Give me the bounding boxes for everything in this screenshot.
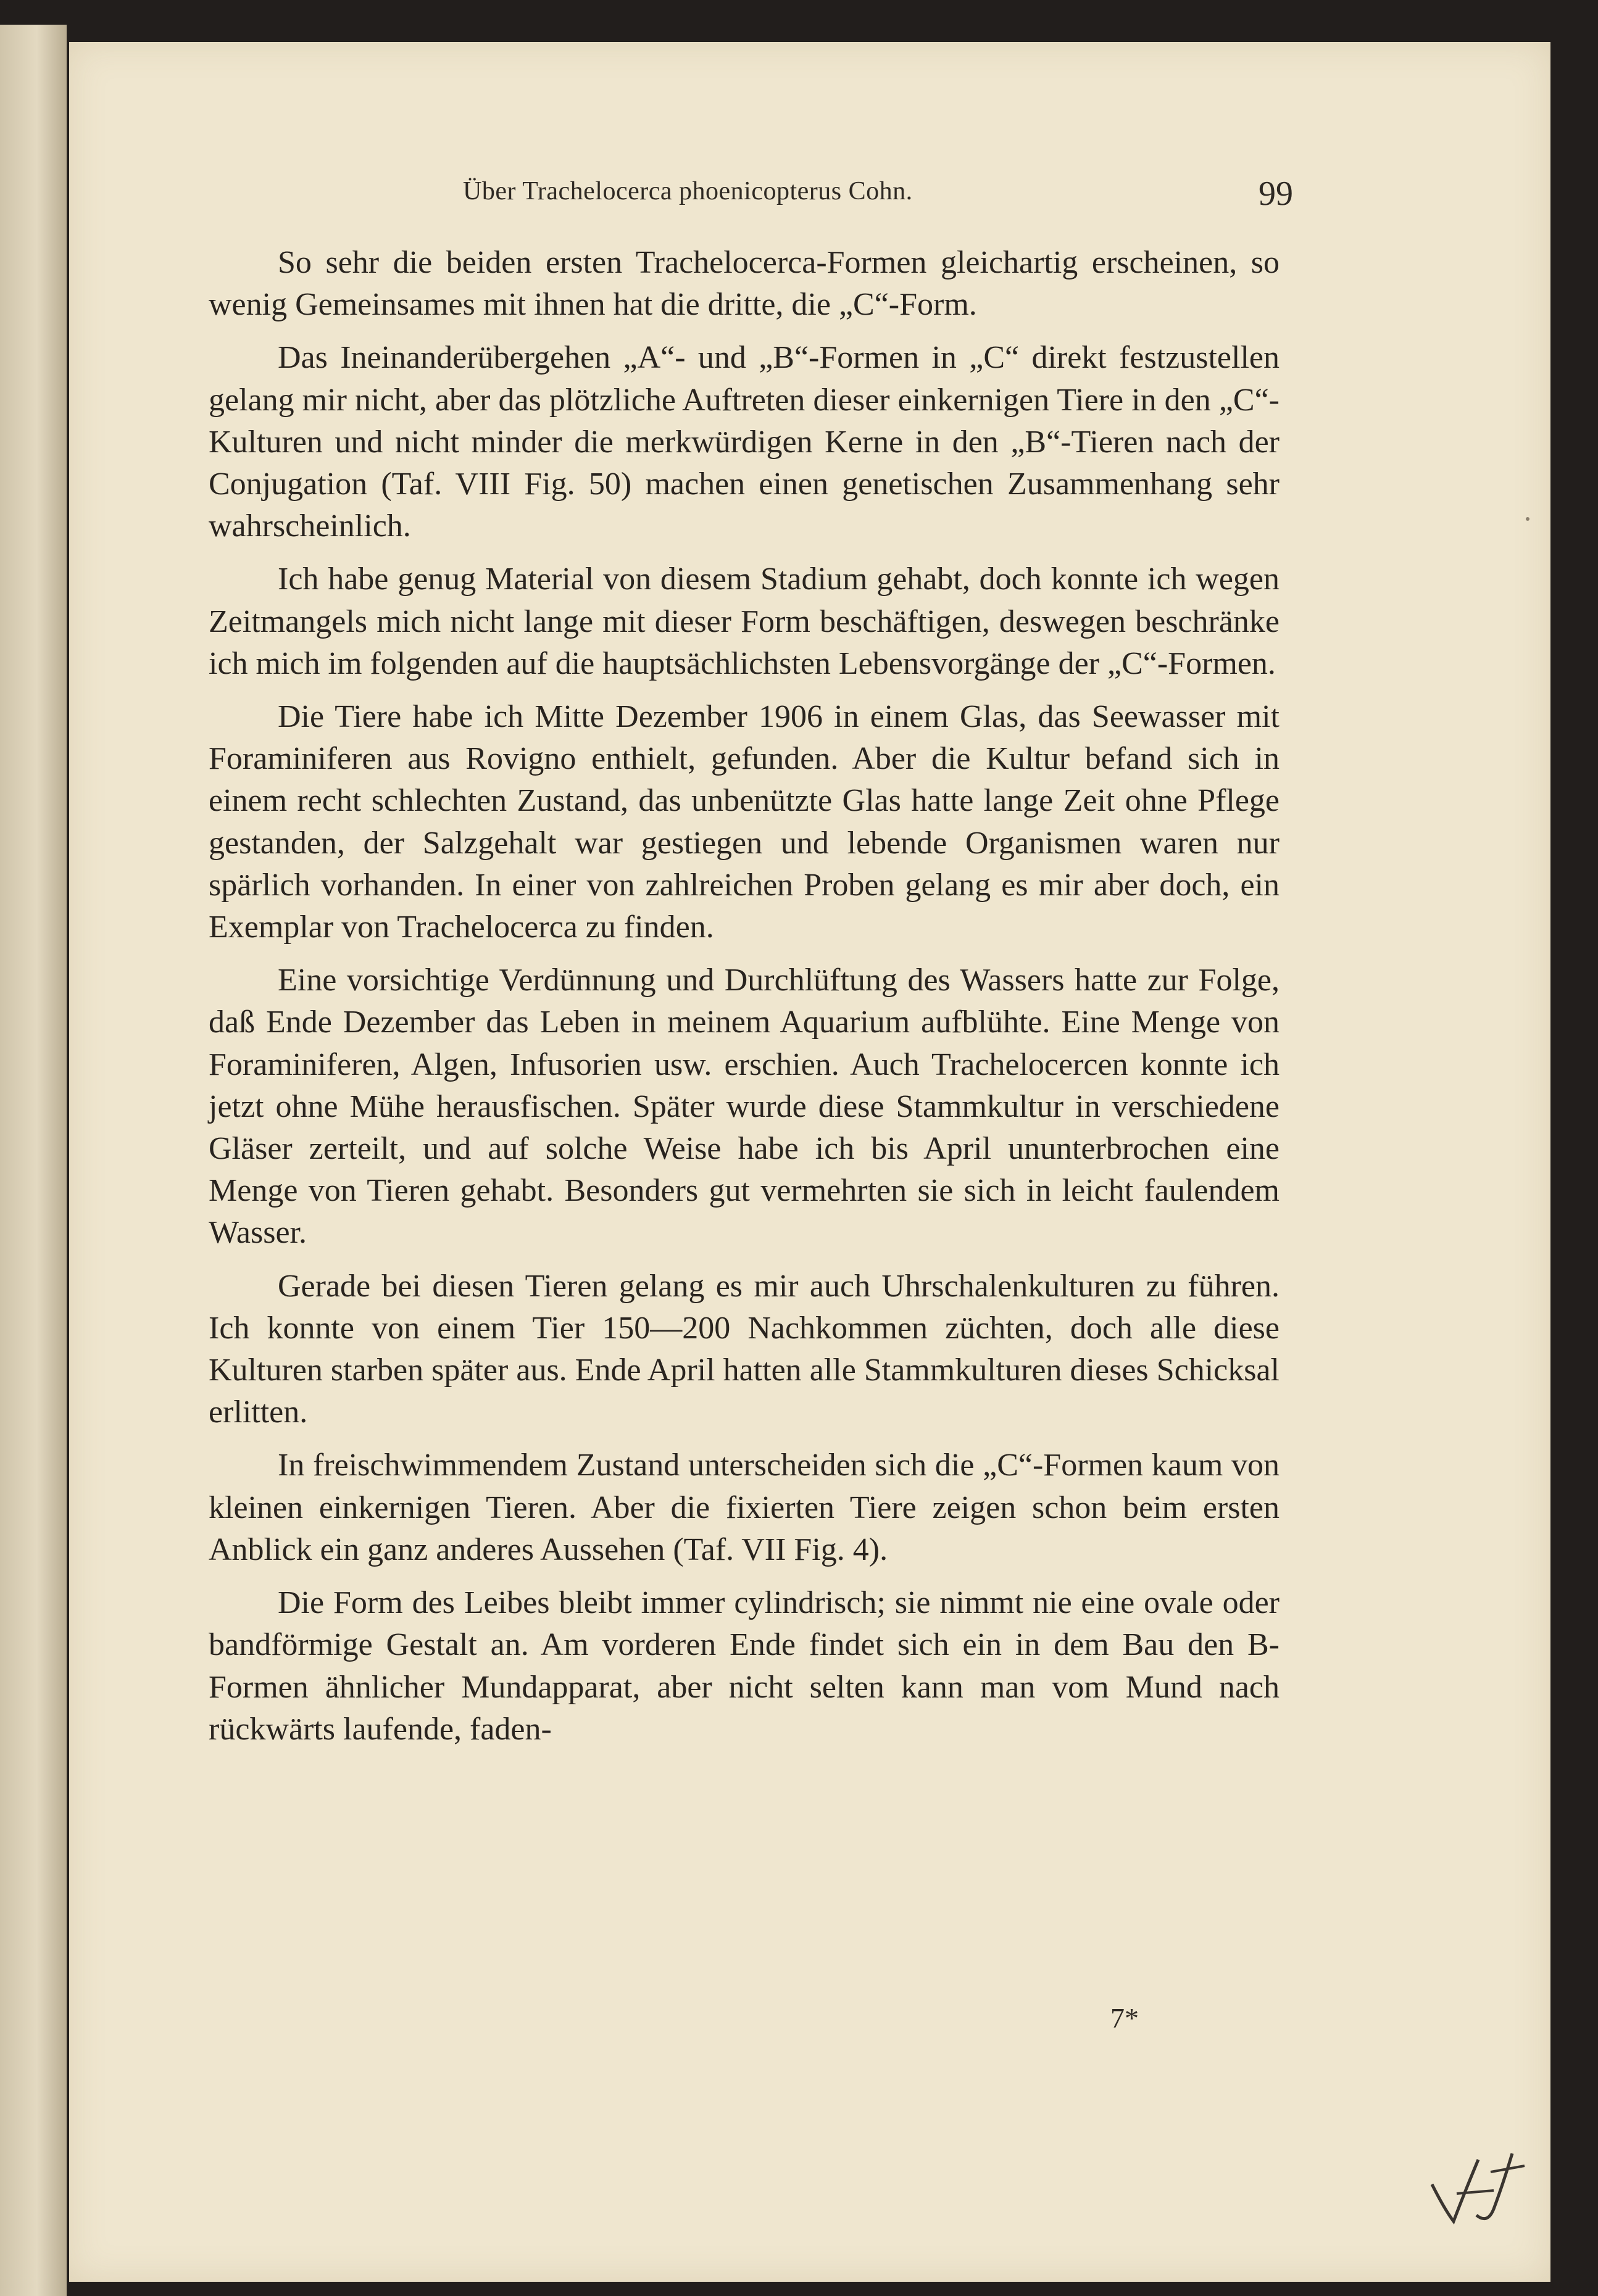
page-number: 99	[1259, 175, 1293, 213]
paragraph: So sehr die beiden ersten Trachelocerca-Formen gleichartig erscheinen, so wenig Gemeinsames mit ihnen hat die dritte, die „C“-Form.	[209, 245, 1280, 323]
handwritten-initials-mark	[1420, 2147, 1531, 2228]
running-header	[463, 175, 1293, 213]
body-text	[209, 242, 1280, 1762]
paragraph: Das Ineinanderübergehen „A“- und „B“-Formen in „C“ direkt festzustellen gelang mir nicht, aber das plötzliche Auftreten dieser einkernigen Tiere in den „C“-Kulturen und nicht minder die merkwürdigen Kerne in den „B“-Tieren nach der Conjugation (Taf. VIII Fig. 50) machen einen genetischen Zusammenhang sehr wahrscheinlich.	[209, 340, 1280, 544]
paper-speck	[1526, 517, 1529, 521]
paragraph: In freischwimmendem Zustand unterscheiden sich die „C“-Formen kaum von kleinen einkernigen Tieren. Aber die fixierten Tiere zeigen schon beim ersten Anblick ein ganz anderes Aussehen (Taf. VII Fig. 4).	[209, 1448, 1280, 1567]
paragraph: Gerade bei diesen Tieren gelang es mir auch Uhrschalenkulturen zu führen. Ich konnte von einem Tier 150—200 Nachkommen züchten, doch alle diese Kulturen starben später aus. Ende April hatten alle Stammkulturen dieses Schicksal erlitten.	[209, 1268, 1280, 1430]
paragraph: Ich habe genug Material von diesem Stadium gehabt, doch konnte ich wegen Zeitmangels mich nicht lange mit dieser Form beschäftigen, deswegen beschränke ich mich im folgenden auf die hauptsächlichsten Lebensvorgänge der „C“-Formen.	[209, 562, 1280, 681]
paragraph: Eine vorsichtige Verdünnung und Durchlüftung des Wassers hatte zur Folge, daß Ende Dezember das Leben in meinem Aquarium aufblühte. Eine Menge von Foraminiferen, Algen, Infusorien usw. erschien. Auch Trachelocercen konnte ich jetzt ohne Mühe herausfischen. Später wurde diese Stammkultur in verschiedene Gläser zerteilt, und auf solche Weise habe ich bis April ununterbrochen eine Menge von Tieren gehabt. Besonders gut vermehrten sie sich in leicht faulendem Wasser.	[209, 963, 1280, 1251]
paragraph: Die Tiere habe ich Mitte Dezember 1906 in einem Glas, das Seewasser mit Foraminiferen aus Rovigno enthielt, gefunden. Aber die Kultur befand sich in einem recht schlechten Zustand, das unbenützte Glas hatte lange Zeit ohne Pflege gestanden, der Salzgehalt war gestiegen und lebende Organismen waren nur spärlich vorhanden. In einer von zahlreichen Proben gelang es mir aber doch, ein Exemplar von Trachelocerca zu finden.	[209, 699, 1280, 945]
paragraph: Die Form des Leibes bleibt immer cylindrisch; sie nimmt nie eine ovale oder bandförmige Gestalt an. Am vorderen Ende findet sich ein in dem Bau den B-Formen ähnlicher Mundapparat, aber nicht selten kann man vom Mund nach rückwärts laufende, faden-	[209, 1585, 1280, 1747]
printer-signature-mark: 7*	[1110, 2002, 1139, 2034]
facing-page-edge	[0, 25, 67, 2296]
running-title: Über Trachelocerca phoenicopterus Cohn.	[463, 177, 913, 205]
